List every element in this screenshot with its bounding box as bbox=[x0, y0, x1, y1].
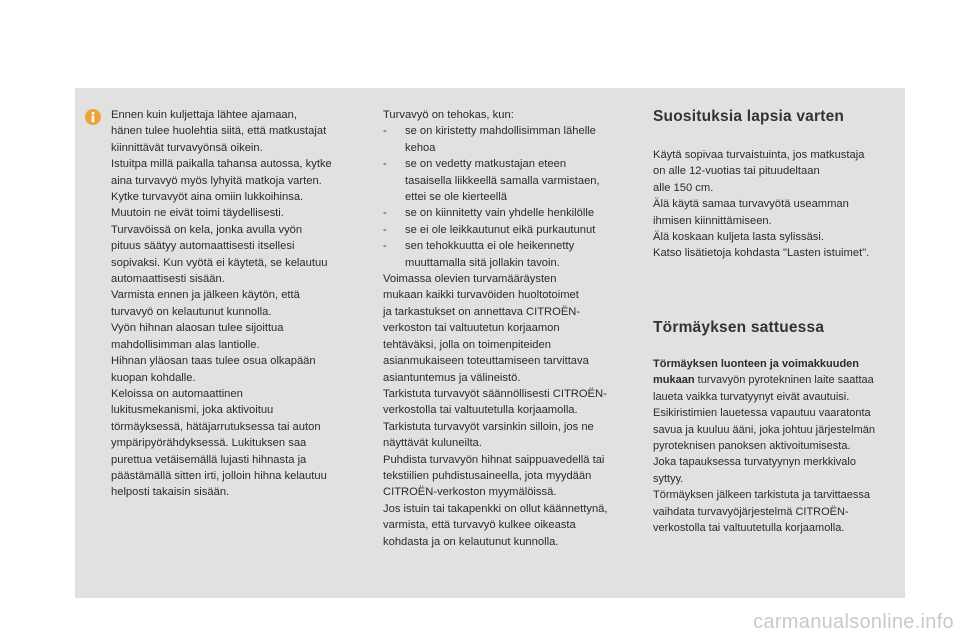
children-line: on alle 12-vuotias tai pituudeltaan bbox=[653, 165, 820, 178]
collision-line: Joka tapauksessa turvatyynyn merkkivalo bbox=[653, 456, 856, 469]
seatbelt-effectiveness bbox=[383, 107, 641, 550]
note-line: Vyön hihnan alaosan tulee sijoittua bbox=[111, 322, 284, 335]
info-icon bbox=[85, 109, 101, 125]
collision-bold-line: Törmäyksen luonteen ja voimakkuuden bbox=[653, 358, 860, 370]
collision-line: Esikiristimien lauetessa vapautuu vaaratonta bbox=[653, 407, 871, 420]
note-line: automaattisesti sisään. bbox=[111, 273, 225, 286]
body-line: Puhdista turvavyön hihnat saippuavedellä tai bbox=[383, 453, 605, 466]
bullet-dash: - bbox=[383, 158, 387, 171]
note-line: Istuitpa millä paikalla tahansa autossa, kytke bbox=[111, 158, 332, 171]
note-line: Kytke turvavyöt aina omiin lukkoihinsa. bbox=[111, 191, 304, 204]
collision-line: vaihdata turvavyöjärjestelmä CITROËN- bbox=[653, 505, 849, 518]
bullet-line: se on vedetty matkustajan eteen bbox=[405, 158, 567, 171]
body-line: tekstiilien puhdistusaineella, jota myydään bbox=[383, 469, 592, 482]
children-line: Älä käytä samaa turvavyötä useamman bbox=[653, 198, 849, 211]
note-line: kuopan kohdalle. bbox=[111, 371, 196, 384]
body-line: ja tarkastukset on annettava CITROËN- bbox=[383, 305, 581, 318]
bullet-item bbox=[383, 238, 641, 271]
note-line: Keloissa on automaattinen bbox=[111, 387, 243, 400]
note-line: purettua vetäisemällä lujasti hihnasta ja bbox=[111, 453, 307, 466]
bullet-item bbox=[383, 123, 641, 156]
note-line: helposti takaisin sisään. bbox=[111, 486, 230, 499]
children-recommendations bbox=[653, 107, 901, 262]
collision-line: pyroteknisen panoksen aktivoitumisesta. bbox=[653, 440, 851, 453]
note-line: mahdollisimman alas lantiolle. bbox=[111, 338, 260, 351]
body-line: mukaan kaikki turvavöiden huoltotoimet bbox=[383, 289, 579, 302]
bullet-line: se on kiristetty mahdollisimman lähelle bbox=[405, 125, 596, 138]
note-line: pituus säätyy automaattisesti itsellesi bbox=[111, 240, 295, 253]
bullet-line: muuttamalla sitä jollakin tavoin. bbox=[405, 256, 560, 269]
body-line: asianmukaiseen toteuttamiseen tarvittava bbox=[383, 355, 589, 368]
collision-line-mixed bbox=[653, 372, 903, 388]
children-line: Käytä sopivaa turvaistuinta, jos matkustaja bbox=[653, 149, 865, 161]
body-line: Tarkistuta turvavyöt varsinkin silloin, jos ne bbox=[383, 420, 594, 433]
note-line: päästämällä sitten irti, jolloin hihna kelautuu bbox=[111, 469, 327, 482]
bullet-dash: - bbox=[383, 207, 387, 220]
note-line: Muutoin ne eivät toimi täydellisesti. bbox=[111, 207, 284, 220]
body-line: verkoston tai valtuutetun korjaamon bbox=[383, 322, 560, 335]
intro-line: Turvavyö on tehokas, kun: bbox=[383, 109, 514, 121]
children-body bbox=[653, 147, 901, 262]
note-line: törmäyksessä, hätäjarrutuksessa tai auton bbox=[111, 420, 321, 433]
collision-section bbox=[653, 318, 903, 536]
bullet-dash: - bbox=[383, 125, 387, 138]
note-line: hänen tulee huolehtia siitä, että matkustajat bbox=[111, 125, 327, 138]
note-line: aina turvavyö myös lyhyitä matkoja varten. bbox=[111, 174, 322, 187]
bullet-line: kehoa bbox=[405, 141, 436, 154]
body-line: kohdasta ja on kelautunut kunnolla. bbox=[383, 535, 559, 548]
collision-body bbox=[653, 356, 903, 536]
collision-line: savua ja kuuluu ääni, joka johtuu järjestelmän bbox=[653, 423, 875, 436]
info-note bbox=[111, 107, 361, 501]
note-line: lukitusmekanismi, joka aktivoituu bbox=[111, 404, 274, 417]
section-title-children: Suosituksia lapsia varten bbox=[653, 108, 845, 125]
bullet-dash: - bbox=[383, 240, 387, 253]
bullet-item bbox=[383, 156, 641, 205]
body-line: Jos istuin tai takapenkki on ollut käännettynä, bbox=[383, 502, 608, 515]
bullet-line: tasaisella liikkeellä samalla varmistaen, bbox=[405, 174, 600, 187]
body-line: verkostolla tai valtuutetulla korjaamolla. bbox=[383, 404, 578, 417]
collision-line: Törmäyksen jälkeen tarkistuta ja tarvittaessa bbox=[653, 489, 871, 502]
bullet-line: sen tehokkuutta ei ole heikennetty bbox=[405, 240, 575, 253]
collision-line: verkostolla tai valtuutetulla korjaamolla. bbox=[653, 522, 845, 535]
body-line: Tarkistuta turvavyöt säännöllisesti CITROËN- bbox=[383, 387, 607, 400]
bullet-line: se ei ole leikkautunut eikä purkautunut bbox=[405, 223, 596, 236]
note-line: Ennen kuin kuljettaja lähtee ajamaan, bbox=[111, 109, 297, 121]
children-line: ihmisen kiinnittämiseen. bbox=[653, 214, 772, 227]
body-line: tehtäväksi, jolla on toimenpiteiden bbox=[383, 338, 551, 351]
children-line: alle 150 cm. bbox=[653, 181, 714, 194]
children-line: Älä koskaan kuljeta lasta sylissäsi. bbox=[653, 231, 824, 244]
body-line: varmista, että turvavyö kulkee oikeasta bbox=[383, 519, 576, 532]
note-line: Turvavöissä on kela, jonka avulla vyön bbox=[111, 223, 303, 236]
children-line: Katso lisätietoja kohdasta "Lasten istuimet". bbox=[653, 247, 870, 260]
note-line: turvavyö on kelautunut kunnolla. bbox=[111, 305, 272, 318]
bullet-line: se on kiinnitetty vain yhdelle henkilölle bbox=[405, 207, 595, 220]
body-line: asiantuntemus ja välineistö. bbox=[383, 371, 521, 384]
bullet-line: ettei se ole kierteellä bbox=[405, 191, 507, 204]
note-line: ympäripyörähdyksessä. Lukituksen saa bbox=[111, 437, 307, 450]
note-line: Varmista ennen ja jälkeen käytön, että bbox=[111, 289, 300, 302]
collision-bold-word: mukaan bbox=[653, 374, 695, 387]
bullet-dash: - bbox=[383, 223, 387, 236]
note-line: Hihnan yläosan taas tulee osua olkapään bbox=[111, 355, 316, 368]
body-line: näyttävät kuluneilta. bbox=[383, 437, 482, 450]
body-line: Voimassa olevien turvamääräysten bbox=[383, 273, 557, 286]
bullet-item bbox=[383, 222, 641, 238]
note-line: sopivaksi. Kun vyötä ei käytetä, se kelautuu bbox=[111, 256, 328, 269]
section-title-collision: Törmäyksen sattuessa bbox=[653, 319, 825, 336]
watermark: carmanualsonline.info bbox=[753, 611, 954, 633]
collision-line-rest: turvavyön pyrotekninen laite saattaa bbox=[694, 374, 874, 387]
collision-line: syttyy. bbox=[653, 472, 684, 485]
bullet-item bbox=[383, 205, 641, 221]
body-line: CITROËN-verkoston myymälöissä. bbox=[383, 486, 557, 499]
collision-line: laueta vaikka turvatyynyt eivät avautuisi. bbox=[653, 390, 850, 403]
note-line: kiinnittävät turvavyönsä oikein. bbox=[111, 141, 263, 154]
